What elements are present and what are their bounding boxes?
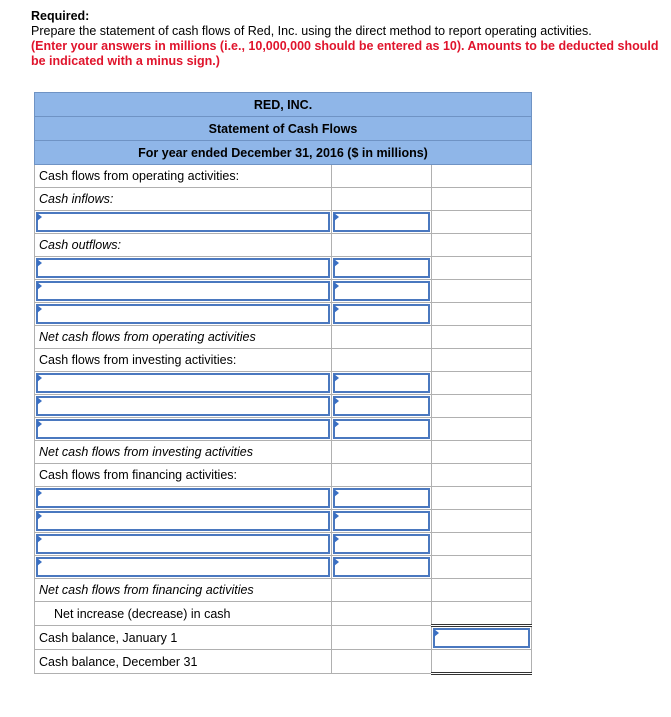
table-row	[35, 280, 532, 303]
outflow-amount-input-1[interactable]	[333, 258, 430, 278]
investing-amount-input-3[interactable]	[333, 419, 430, 439]
required-instructions: (Enter your answers in millions (i.e., 10,000,000 should be entered as 10). Amounts to be deducted should be indicated with a minus sign.)	[31, 39, 659, 68]
cash-outflows-label: Cash outflows:	[35, 234, 332, 257]
table-row	[35, 579, 532, 602]
table-row	[35, 188, 532, 211]
outflow-label-input-1[interactable]	[36, 258, 330, 278]
financing-amount-input-2[interactable]	[333, 511, 430, 531]
financing-amount-input-4[interactable]	[333, 557, 430, 577]
table-row	[35, 372, 532, 395]
net-financing-label: Net cash flows from financing activities	[35, 579, 332, 602]
investing-amount-input-2[interactable]	[333, 396, 430, 416]
outflow-label-input-3[interactable]	[36, 304, 330, 324]
table-row	[35, 418, 532, 441]
net-increase-label: Net increase (decrease) in cash	[35, 602, 332, 626]
table-row	[35, 650, 532, 674]
financing-heading: Cash flows from financing activities:	[35, 464, 332, 487]
outflow-amount-input-3[interactable]	[333, 304, 430, 324]
financing-amount-input-3[interactable]	[333, 534, 430, 554]
financing-amount-input-1[interactable]	[333, 488, 430, 508]
financing-label-input-2[interactable]	[36, 511, 330, 531]
company-name: RED, INC.	[35, 93, 532, 117]
financing-label-input-3[interactable]	[36, 534, 330, 554]
table-row	[35, 510, 532, 533]
required-title: Required:	[31, 9, 90, 23]
net-investing-label: Net cash flows from investing activities	[35, 441, 332, 464]
inflow-amount-input-1[interactable]	[333, 212, 430, 232]
statement-period: For year ended December 31, 2016 ($ in millions)	[35, 141, 532, 165]
table-row	[35, 464, 532, 487]
net-operating-label: Net cash flows from operating activities	[35, 326, 332, 349]
outflow-label-input-2[interactable]	[36, 281, 330, 301]
table-row	[35, 349, 532, 372]
balance-dec-label: Cash balance, December 31	[35, 650, 332, 674]
table-row	[35, 602, 532, 626]
table-row	[35, 234, 532, 257]
operating-heading: Cash flows from operating activities:	[35, 165, 332, 188]
table-row	[35, 626, 532, 650]
table-row	[35, 211, 532, 234]
net-increase-total	[432, 602, 532, 626]
required-prompt: Prepare the statement of cash flows of Red, Inc. using the direct method to report operating activities.	[31, 24, 592, 38]
investing-heading: Cash flows from investing activities:	[35, 349, 332, 372]
table-row	[35, 303, 532, 326]
investing-label-input-2[interactable]	[36, 396, 330, 416]
table-row	[35, 556, 532, 579]
table-row	[35, 257, 532, 280]
table-row	[35, 441, 532, 464]
table-row	[35, 165, 532, 188]
investing-label-input-1[interactable]	[36, 373, 330, 393]
financing-label-input-4[interactable]	[36, 557, 330, 577]
balance-jan-input[interactable]	[433, 628, 530, 648]
table-row	[35, 533, 532, 556]
investing-amount-input-1[interactable]	[333, 373, 430, 393]
table-row	[35, 395, 532, 418]
investing-label-input-3[interactable]	[36, 419, 330, 439]
cash-inflows-label: Cash inflows:	[35, 188, 332, 211]
financing-label-input-1[interactable]	[36, 488, 330, 508]
balance-dec-total	[432, 650, 532, 674]
statement-title: Statement of Cash Flows	[35, 117, 532, 141]
table-row	[35, 326, 532, 349]
cash-flow-statement-table	[34, 92, 532, 675]
outflow-amount-input-2[interactable]	[333, 281, 430, 301]
required-section	[31, 9, 661, 69]
balance-jan-label: Cash balance, January 1	[35, 626, 332, 650]
inflow-label-input-1[interactable]	[36, 212, 330, 232]
table-row	[35, 487, 532, 510]
